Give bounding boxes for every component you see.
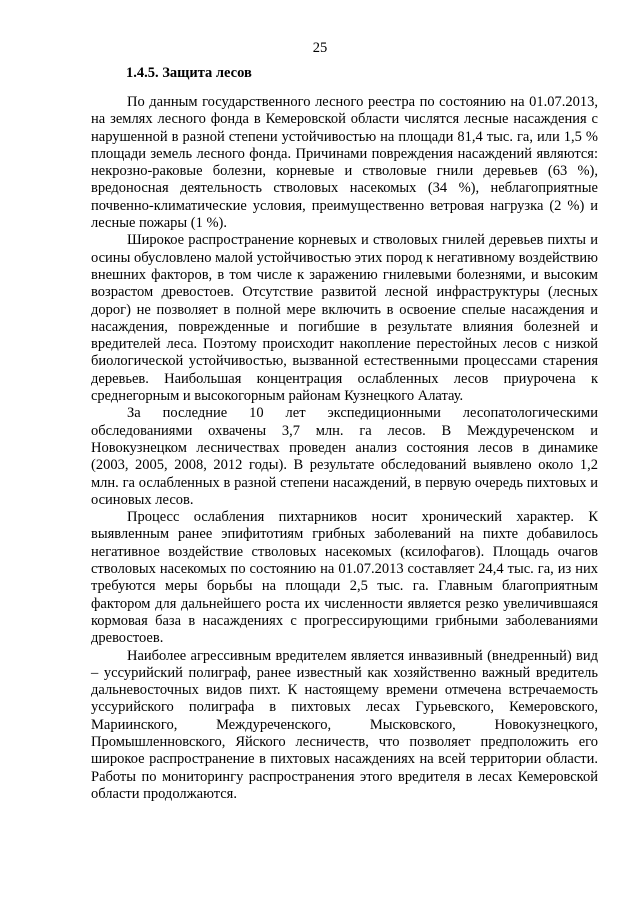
body-text [91, 94, 598, 803]
page-number: 25 [312, 40, 328, 56]
paragraph-ussuri-polygraph: Наиболее агрессивным вредителем является инвазивный (внедренный) вид – уссурийский полиграф, ранее известный как хозяйственно важный вредитель дальневосточных видов пихт. К настоящему времени отмечена встречаемость уссурийского полиграфа в пихтовых лесах Гурьевского, Кемеровского, Мариинского, Междуреченского, Мысковского, Новокузнецкого, Промышленновского, Яйского лесничеств, что позволяет предположить его широкое распространение в пихтовых насаждениях на всей территории области. Работы по мониторингу распространения этого вредителя в лесах Кемеровской области продолжаются. [91, 647, 598, 802]
paragraph-forest-damage-statistics: По данным государственного лесного реестра по состоянию на 01.07.2013, на землях лесного фонда в Кемеровской области числятся лесные насаждения с нарушенной в разной степени устойчивостью на площади 81,4 тыс. га, или 1,5 % площади земель лесного фонда. Причинами повреждения насаждений являются: некрозно-раковые болезни, корневые и стволовые гнили деревьев (63 %), вредоносная деятельность стволовых насекомых (34 %), неблагоприятные почвенно-климатические условия, преимущественно ветровая нагрузка (2 %) и лесные пожары (1 %). [91, 94, 598, 232]
paragraph-fir-weakening: Процесс ослабления пихтарников носит хронический характер. К выявленным ранее эпифитотиям грибных заболеваний на пихте добавилось негативное воздействие стволовых насекомых (ксилофагов). Площадь очагов стволовых насекомых по состоянию на 01.07.2013 составляет 24,4 тыс. га, из них требуются меры борьбы на площади 2,5 тыс. га. Главным благоприятным фактором для дальнейшего роста их численности является резко увеличившаяся кормовая база в насаждениях с прогрессирующими грибными заболеваниями древостоев. [91, 509, 598, 647]
paragraph-expedition-surveys: За последние 10 лет экспедиционными лесопатологическими обследованиями охвачены 3,7 млн. га лесов. В Междуреченском и Новокузнецком лесничествах проведен анализ состояния лесов в динамике (2003, 2005, 2008, 2012 годы). В результате обследований выявлено около 1,2 млн. га ослабленных в разной степени насаждений, в первую очередь пихтовых и осиновых лесов. [91, 405, 598, 508]
paragraph-root-stem-rot: Широкое распространение корневых и стволовых гнилей деревьев пихты и осины обусловлено малой устойчивостью этих пород к негативному воздействию внешних факторов, в том числе к заражению гнилевыми болезнями, и высоким возрастом древостоев. Отсутствие развитой лесной инфраструктуры (лесных дорог) не позволяет в полной мере включить в освоение спелые насаждения и насаждения, поврежденные и погибшие в результате влияния болезней и вредителей леса. Поэтому происходит накопление перестойных лесов с низкой биологической устойчивостью, вызванной естественными процессами старения деревьев. Наибольшая концентрация ослабленных лесов приурочена к среднегорным и высокогорным районам Кузнецкого Алатау. [91, 232, 598, 405]
section-heading: 1.4.5. Защита лесов [126, 65, 252, 81]
